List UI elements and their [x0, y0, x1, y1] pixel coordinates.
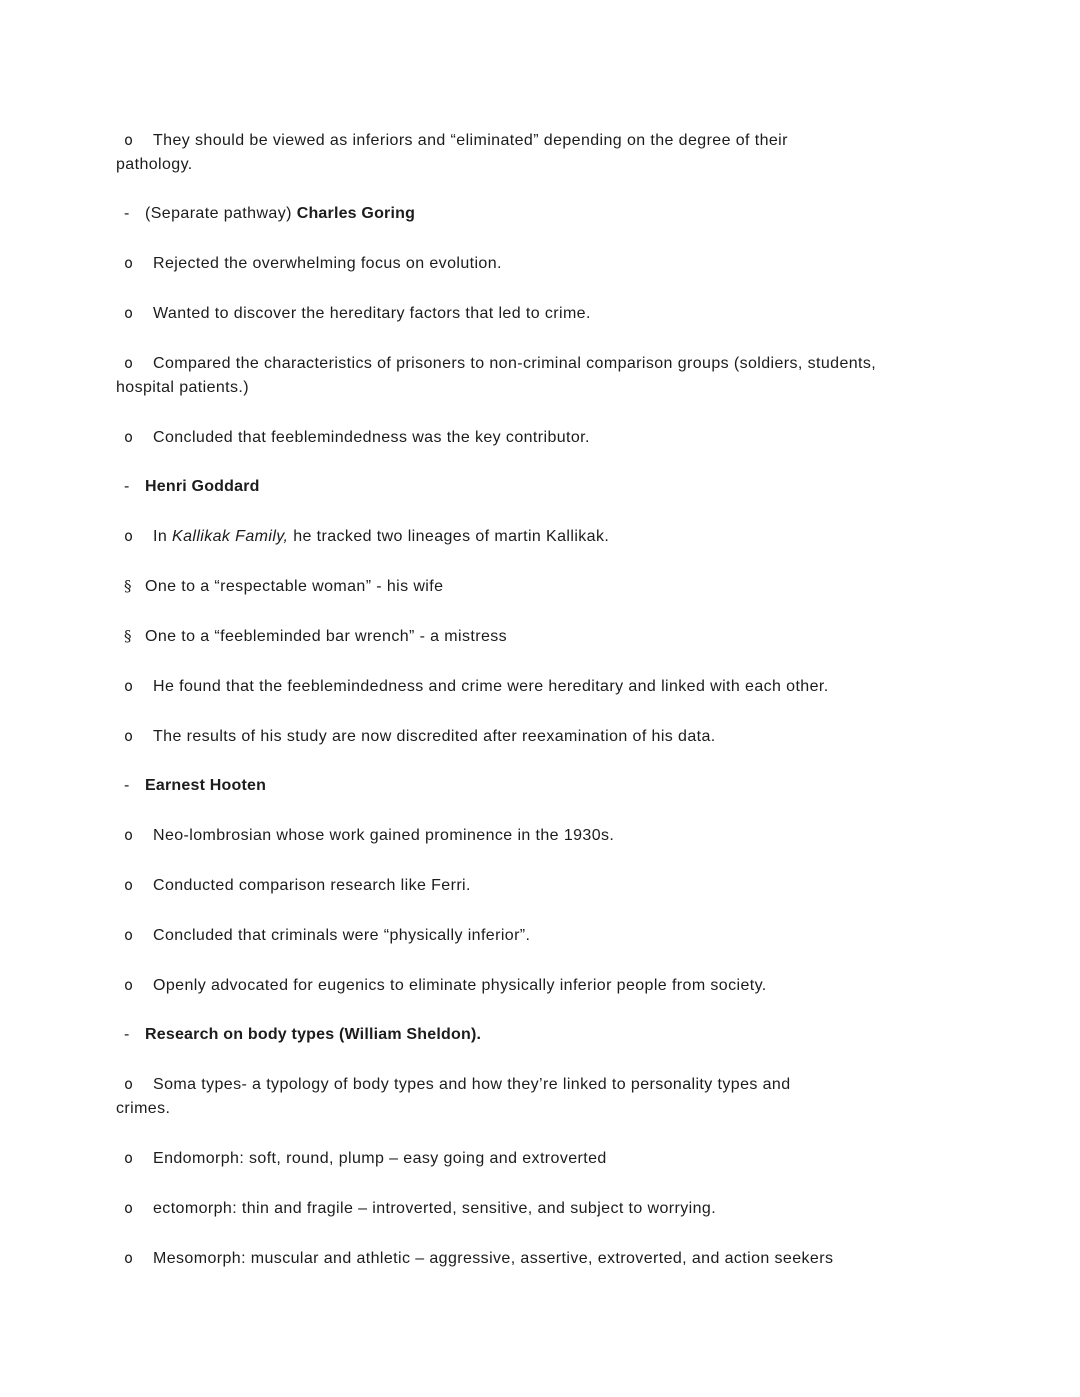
bullet-marker: o — [124, 926, 134, 944]
item-text: Wanted to discover the hereditary factors that led to crime. — [153, 305, 591, 322]
list-item — [116, 301, 1032, 326]
item-text: crimes. — [116, 1100, 171, 1117]
list-item — [116, 524, 1032, 549]
list-item — [116, 624, 1032, 649]
bullet-list — [116, 128, 1032, 1271]
item-text: The results of his study are now discredited after reexamination of his data. — [153, 728, 716, 745]
item-text: Concluded that criminals were “physically inferior”. — [153, 927, 531, 944]
bullet-marker: o — [124, 1075, 134, 1093]
bullet-marker: o — [124, 1249, 134, 1267]
list-item — [116, 674, 1032, 699]
bullet-marker: - — [124, 777, 130, 794]
item-text: They should be viewed as inferiors and “eliminated” depending on the degree of their — [153, 132, 788, 149]
bullet-marker: o — [124, 1199, 134, 1217]
bullet-marker: o — [124, 131, 134, 149]
item-text: hospital patients.) — [116, 379, 250, 396]
bullet-marker: o — [124, 876, 134, 894]
list-item — [116, 1246, 1032, 1271]
item-text: Research on body types (William Sheldon). — [145, 1026, 482, 1043]
bullet-marker: o — [124, 354, 134, 372]
list-item — [116, 1072, 1032, 1121]
bullet-marker: § — [124, 577, 132, 595]
item-text: Openly advocated for eugenics to eliminate physically inferior people from society. — [153, 977, 767, 994]
item-text: Soma types- a typology of body types and how they’re linked to personality types and — [153, 1076, 791, 1093]
list-item — [116, 774, 1032, 798]
bullet-marker: o — [124, 428, 134, 446]
bullet-marker: o — [124, 976, 134, 994]
item-text: He found that the feeblemindedness and crime were hereditary and linked with each other. — [153, 678, 829, 695]
list-item — [116, 351, 1032, 400]
list-item — [116, 251, 1032, 276]
item-text: Earnest Hooten — [145, 777, 267, 794]
item-text: In — [153, 528, 172, 545]
bullet-marker: - — [124, 205, 130, 222]
item-text: (Separate pathway) — [145, 205, 297, 222]
item-text: Henri Goddard — [145, 478, 260, 495]
bullet-marker: o — [124, 1149, 134, 1167]
list-item — [116, 1146, 1032, 1171]
list-item — [116, 574, 1032, 599]
item-text: Kallikak Family, — [172, 528, 289, 545]
bullet-marker: - — [124, 478, 130, 495]
item-text: Endomorph: soft, round, plump – easy going and extroverted — [153, 1150, 607, 1167]
item-text: pathology. — [116, 156, 193, 173]
item-text: Compared the characteristics of prisoners to non-criminal comparison groups (soldiers, students, — [153, 355, 877, 372]
list-item — [116, 425, 1032, 450]
list-item — [116, 823, 1032, 848]
item-text: Mesomorph: muscular and athletic – aggressive, assertive, extroverted, and action seekers — [153, 1250, 834, 1267]
list-item — [116, 923, 1032, 948]
list-item — [116, 1023, 1032, 1047]
bullet-marker: o — [124, 254, 134, 272]
item-text: Charles Goring — [296, 205, 416, 222]
list-item — [116, 202, 1032, 226]
bullet-marker: § — [124, 627, 132, 645]
item-text: Concluded that feeblemindedness was the key contributor. — [153, 429, 590, 446]
bullet-marker: o — [124, 727, 134, 745]
list-item — [116, 973, 1032, 998]
item-text: ectomorph: thin and fragile – introverted, sensitive, and subject to worrying. — [153, 1200, 717, 1217]
bullet-marker: o — [124, 677, 134, 695]
bullet-marker: o — [124, 304, 134, 322]
list-item — [116, 1196, 1032, 1221]
bullet-marker: o — [124, 826, 134, 844]
list-item — [116, 128, 1032, 177]
item-text: Rejected the overwhelming focus on evolution. — [153, 255, 502, 272]
list-item — [116, 873, 1032, 898]
item-text: One to a “respectable woman” - his wife — [145, 578, 444, 595]
item-text: One to a “feebleminded bar wrench” - a mistress — [145, 628, 508, 645]
list-item — [116, 724, 1032, 749]
item-text: Conducted comparison research like Ferri. — [153, 877, 471, 894]
item-text: he tracked two lineages of martin Kallikak. — [288, 528, 610, 545]
bullet-marker: - — [124, 1026, 130, 1043]
list-item — [116, 475, 1032, 499]
item-text: Neo-lombrosian whose work gained prominence in the 1930s. — [153, 827, 615, 844]
bullet-marker: o — [124, 527, 134, 545]
